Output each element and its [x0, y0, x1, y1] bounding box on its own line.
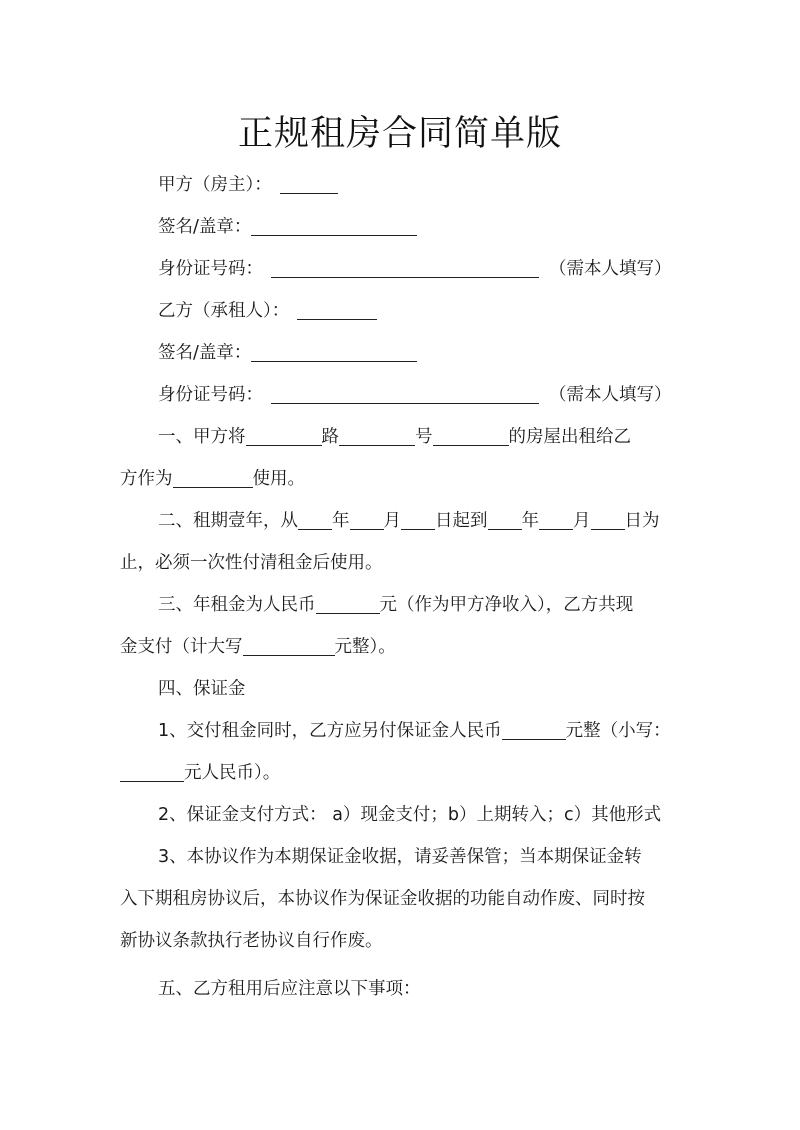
deposit1-text-a: 1、交付租金同时，乙方应另付保证金人民币 — [158, 721, 502, 741]
clause1-line2 — [120, 458, 692, 500]
clause2-line1 — [120, 500, 692, 542]
clause1-text-c: 号 — [415, 427, 433, 447]
clause3-line2 — [120, 626, 692, 668]
rent-amount-blank[interactable] — [316, 587, 380, 614]
clause2-day2: 日为 — [624, 511, 660, 531]
party-a-line — [120, 164, 692, 206]
deposit3-text-1: 3、本协议作为本期保证金收据，请妥善保管；当本期保证金转 — [158, 847, 642, 867]
number-blank[interactable] — [339, 419, 415, 446]
clause3-text-a: 三、年租金为人民币 — [158, 595, 316, 615]
deposit-amount-blank[interactable] — [502, 713, 566, 740]
clause2-day1: 日起到 — [435, 511, 488, 531]
deposit3-text-2: 入下期租房协议后，本协议作为保证金收据的功能自动作废、同时按 — [120, 889, 645, 909]
start-month-blank[interactable] — [350, 503, 384, 530]
deposit3-line3 — [120, 920, 692, 962]
id-b-blank[interactable] — [271, 377, 539, 404]
usage-blank[interactable] — [173, 461, 253, 488]
clause1-text-e: 方作为 — [120, 469, 173, 489]
sign-b-line — [120, 332, 692, 374]
contract-body — [120, 164, 692, 1010]
deposit2-text: 2、保证金支付方式： a）现金支付；b）上期转入；c）其他形式 — [158, 805, 662, 825]
deposit2-line — [120, 794, 692, 836]
clause5-title-text: 五、乙方租用后应注意以下事项： — [158, 979, 421, 999]
clause3-line1 — [120, 584, 692, 626]
clause4-title — [120, 668, 692, 710]
clause3-text-d: 元整）。 — [334, 637, 396, 657]
id-a-blank[interactable] — [271, 251, 539, 278]
sign-b-blank[interactable] — [251, 335, 417, 362]
clause2-text-a: 二、租期壹年，从 — [158, 511, 298, 531]
deposit3-line1 — [120, 836, 692, 878]
clause3-text-c: 金支付（计大写 — [120, 637, 243, 657]
id-a-note: （需本人填写） — [549, 259, 672, 279]
party-b-blank[interactable] — [297, 293, 377, 320]
end-month-blank[interactable] — [539, 503, 573, 530]
clause4-title-text: 四、保证金 — [158, 679, 246, 699]
document-title: 正规租房合同简单版 — [237, 114, 562, 154]
clause2-month1: 月 — [383, 511, 401, 531]
sign-a-blank[interactable] — [251, 209, 417, 236]
rent-uppercase-blank[interactable] — [243, 629, 335, 656]
party-a-blank[interactable] — [280, 167, 338, 194]
party-a-label: 甲方（房主）： — [158, 175, 272, 195]
sign-b-label: 签名/盖章： — [158, 343, 252, 363]
road-blank[interactable] — [246, 419, 322, 446]
deposit-small-blank[interactable] — [120, 755, 184, 782]
deposit3-text-3: 新协议条款执行老协议自行作废。 — [120, 931, 383, 951]
party-b-label: 乙方（承租人）： — [158, 301, 290, 321]
house-blank[interactable] — [433, 419, 509, 446]
start-day-blank[interactable] — [401, 503, 435, 530]
clause1-text-f: 使用。 — [252, 469, 305, 489]
clause2-line2 — [120, 542, 692, 584]
clause3-text-b: 元（作为甲方净收入），乙方共现 — [379, 595, 634, 615]
clause2-text-e: 止，必须一次性付清租金后使用。 — [120, 553, 383, 573]
clause1-line1 — [120, 416, 692, 458]
party-b-line — [120, 290, 692, 332]
start-year-blank[interactable] — [298, 503, 332, 530]
id-b-label: 身份证号码： — [158, 385, 263, 405]
id-b-note: （需本人填写） — [549, 385, 672, 405]
deposit3-line2 — [120, 878, 692, 920]
clause2-month2: 月 — [573, 511, 591, 531]
clause1-text-a: 一、甲方将 — [158, 427, 246, 447]
clause1-text-d: 的房屋出租给乙 — [508, 427, 631, 447]
deposit1-text-c: 元人民币）。 — [184, 763, 281, 783]
end-day-blank[interactable] — [591, 503, 625, 530]
id-a-label: 身份证号码： — [158, 259, 263, 279]
clause2-year1: 年 — [332, 511, 350, 531]
sign-a-line — [120, 206, 692, 248]
id-b-line — [120, 374, 692, 416]
clause1-text-b: 路 — [321, 427, 339, 447]
clause2-year2: 年 — [521, 511, 539, 531]
clause5-title — [120, 968, 692, 1010]
deposit1-text-b: 元整（小写： — [565, 721, 671, 741]
deposit1-line2 — [120, 752, 692, 794]
id-a-line — [120, 248, 692, 290]
sign-a-label: 签名/盖章： — [158, 217, 252, 237]
deposit1-line1 — [120, 710, 692, 752]
end-year-blank[interactable] — [488, 503, 522, 530]
